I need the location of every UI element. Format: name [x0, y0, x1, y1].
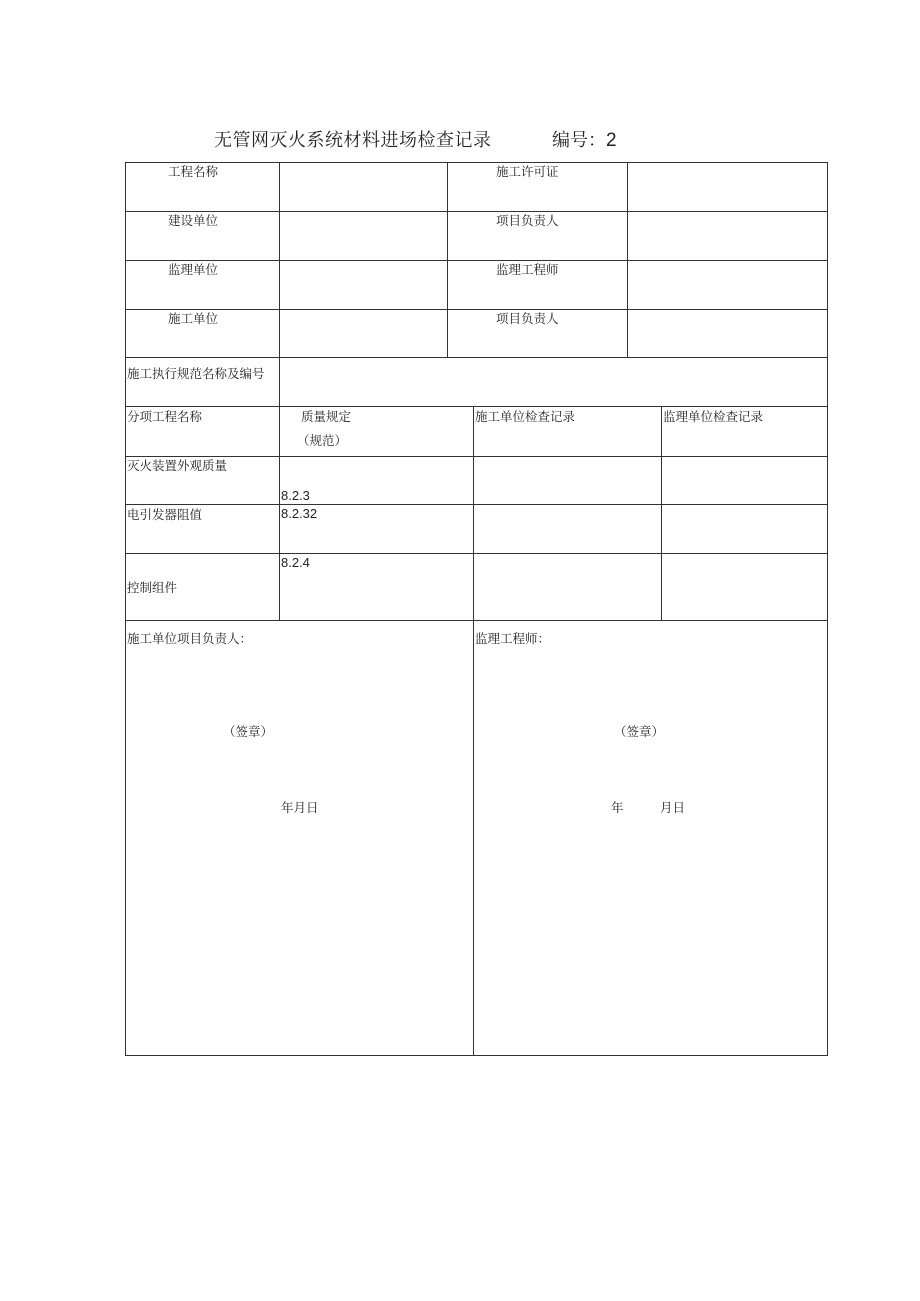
header-quality-sub: （规范）: [297, 433, 348, 448]
supervisor-date-year: 年: [611, 800, 624, 815]
header-quality: 质量规定: [301, 409, 352, 424]
contractor-date: 年月日: [281, 800, 319, 815]
contractor-unit-label: 施工单位: [168, 311, 219, 326]
row-divider: [125, 620, 828, 621]
project-manager-label: 项目负责人: [496, 213, 559, 228]
number-label: 编号：: [552, 130, 606, 151]
col-divider: [661, 406, 662, 621]
col-divider: [473, 406, 474, 621]
header-supervisor-record: 监理单位检查记录: [663, 409, 764, 424]
row-item-resistance: 电引发器阻值: [127, 507, 203, 522]
row-divider: [125, 406, 828, 407]
table-border-right: [827, 162, 828, 1056]
table-border-left: [125, 162, 126, 1056]
document-title: 无管网灭火系统材料进场检查记录: [214, 130, 492, 151]
standard-label: 施工执行规范名称及编号: [127, 366, 265, 381]
contractor-signature-label: 施工单位项目负责人：: [127, 631, 253, 646]
col-divider: [279, 357, 280, 407]
table-border-top: [125, 162, 828, 163]
table-border-bottom: [125, 1055, 828, 1056]
col-divider: [627, 162, 628, 358]
col-divider: [279, 162, 280, 358]
contractor-seal: （签章）: [223, 724, 274, 739]
supervision-unit-label: 监理单位: [168, 262, 219, 277]
header-item: 分项工程名称: [127, 409, 203, 424]
supervisor-signature-label: 监理工程师：: [475, 631, 551, 646]
row-divider: [125, 211, 828, 212]
row-divider: [125, 504, 828, 505]
header-contractor-record: 施工单位检查记录: [475, 409, 576, 424]
row-divider: [125, 553, 828, 554]
row-item-control: 控制组件: [127, 580, 178, 595]
row-divider: [125, 456, 828, 457]
row-divider: [125, 357, 828, 358]
col-divider: [473, 620, 474, 1056]
row-code-control: 8.2.4: [281, 555, 310, 570]
col-divider: [447, 162, 448, 358]
row-divider: [125, 309, 828, 310]
number-value: 2: [606, 130, 617, 151]
construction-permit-label: 施工许可证: [496, 164, 559, 179]
row-item-appearance: 灭火装置外观质量: [127, 458, 228, 473]
document-number: [552, 126, 617, 152]
row-code-resistance: 8.2.32: [281, 506, 318, 521]
col-divider: [279, 406, 280, 621]
row-code-appearance: 8.2.3: [281, 488, 310, 503]
contractor-manager-label: 项目负责人: [496, 311, 559, 326]
supervisor-date-month-day: 月日: [660, 800, 686, 815]
supervising-engineer-label: 监理工程师: [496, 262, 559, 277]
row-divider: [125, 260, 828, 261]
owner-unit-label: 建设单位: [168, 213, 219, 228]
project-name-label: 工程名称: [168, 164, 219, 179]
supervisor-seal: （签章）: [614, 724, 665, 739]
